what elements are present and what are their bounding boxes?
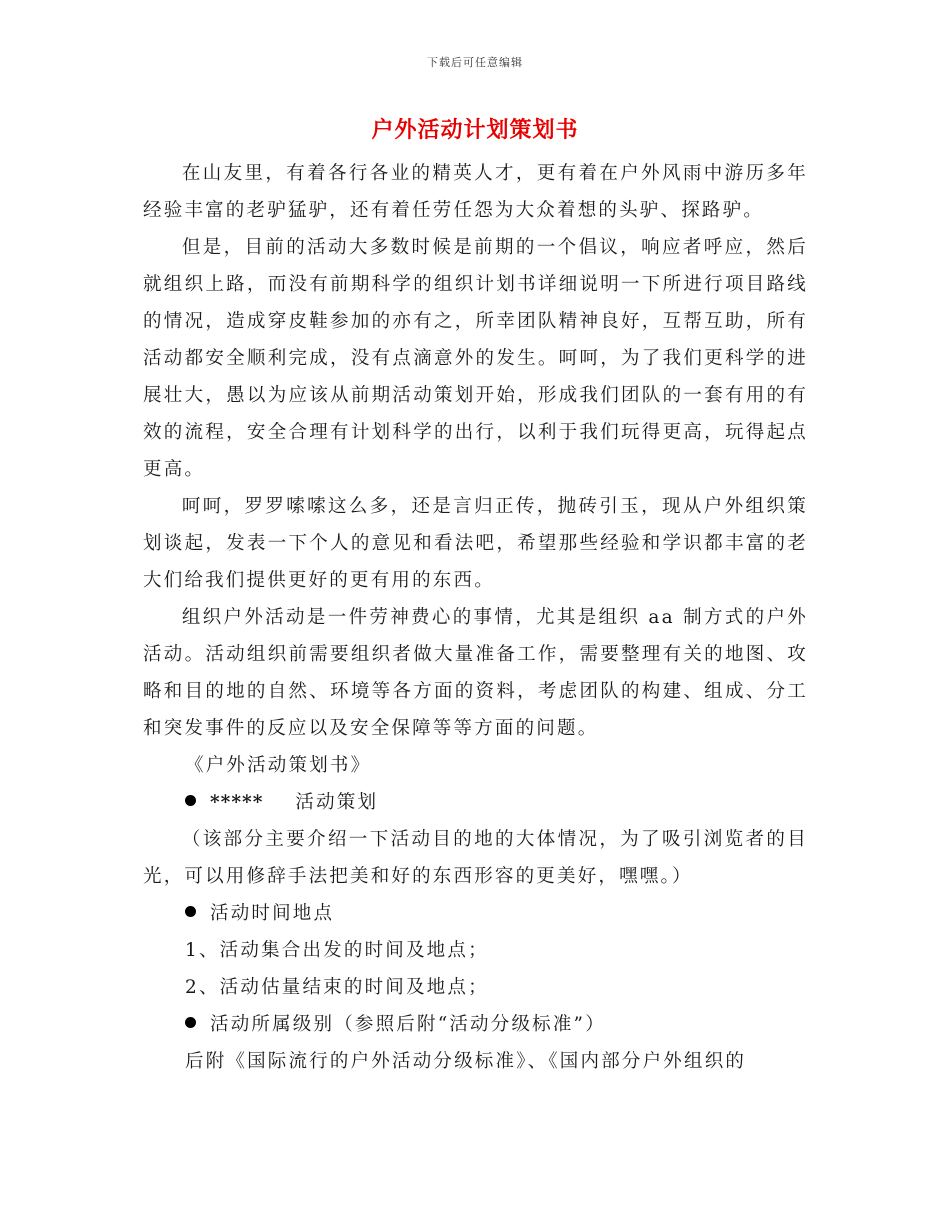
section-level	[143, 1006, 808, 1043]
bullet-icon	[185, 1017, 196, 1028]
bullet-icon	[185, 906, 196, 917]
header-note: 下载后可任意编辑	[427, 56, 523, 69]
list-item: 1、活动集合出发的时间及地点；	[185, 940, 489, 961]
bullet-icon	[185, 795, 196, 806]
section-label: 活动时间地点	[210, 903, 335, 924]
section-label: 活动策划	[295, 792, 379, 813]
list-item: 2、活动估量结束的时间及地点；	[185, 977, 489, 998]
section-note: （该部分主要介绍一下活动目的地的大体情况，为了吸引浏览者的目光，可以用修辞手法把美和好的东西形容的更美好，嘿嘿。）	[143, 829, 808, 887]
paragraph-organization: 组织户外活动是一件劳神费心的事情，尤其是组织 aa 制方式的户外活动。活动组织前需要组织者做大量准备工作，需要整理有关的地图、攻略和目的地的自然、环境等各方面的资料，考虑团队的构建、组成、分工和突发事件的反应以及安全保障等等方面的问题。	[143, 607, 808, 739]
section-label: 活动所属级别（参照后附“活动分级标准”）	[210, 1014, 606, 1035]
paragraph-opinion: 呵呵，罗罗嗦嗦这么多，还是言归正传，抛砖引玉，现从户外组织策划谈起，发表一下个人的意见和看法吧，希望那些经验和学识都丰富的老大们给我们提供更好的更有用的东西。	[143, 496, 808, 591]
book-title: 《户外活动策划书》	[185, 755, 372, 776]
paragraph-current-situation: 但是，目前的活动大多数时候是前期的一个倡议，响应者呼应，然后就组织上路，而没有前期科学的组织计划书详细说明一下所进行项目路线的情况，造成穿皮鞋参加的亦有之，所幸团队精神良好，互帮互助，所有活动都安全顺利完成，没有点滴意外的发生。呵呵，为了我们更科学的进展壮大，愚以为应该从前期活动策划开始，形成我们团队的一套有用的有效的流程，安全合理有计划科学的出行，以利于我们玩得更高，玩得起点更高。	[143, 237, 808, 480]
section-time-place	[143, 895, 808, 932]
section-activity-plan	[143, 784, 808, 821]
document-body	[143, 155, 808, 1080]
paragraph-intro: 在山友里，有着各行各业的精英人才，更有着在户外风雨中游历多年经验丰富的老驴猛驴，还有着任劳任怨为大众着想的头驴、探路驴。	[143, 163, 808, 221]
section-stars: *****	[210, 792, 264, 813]
appendix-line: 后附《国际流行的户外活动分级标准》、《国内部分户外组织的	[185, 1051, 747, 1072]
document-title: 户外活动计划策划书	[371, 117, 579, 143]
